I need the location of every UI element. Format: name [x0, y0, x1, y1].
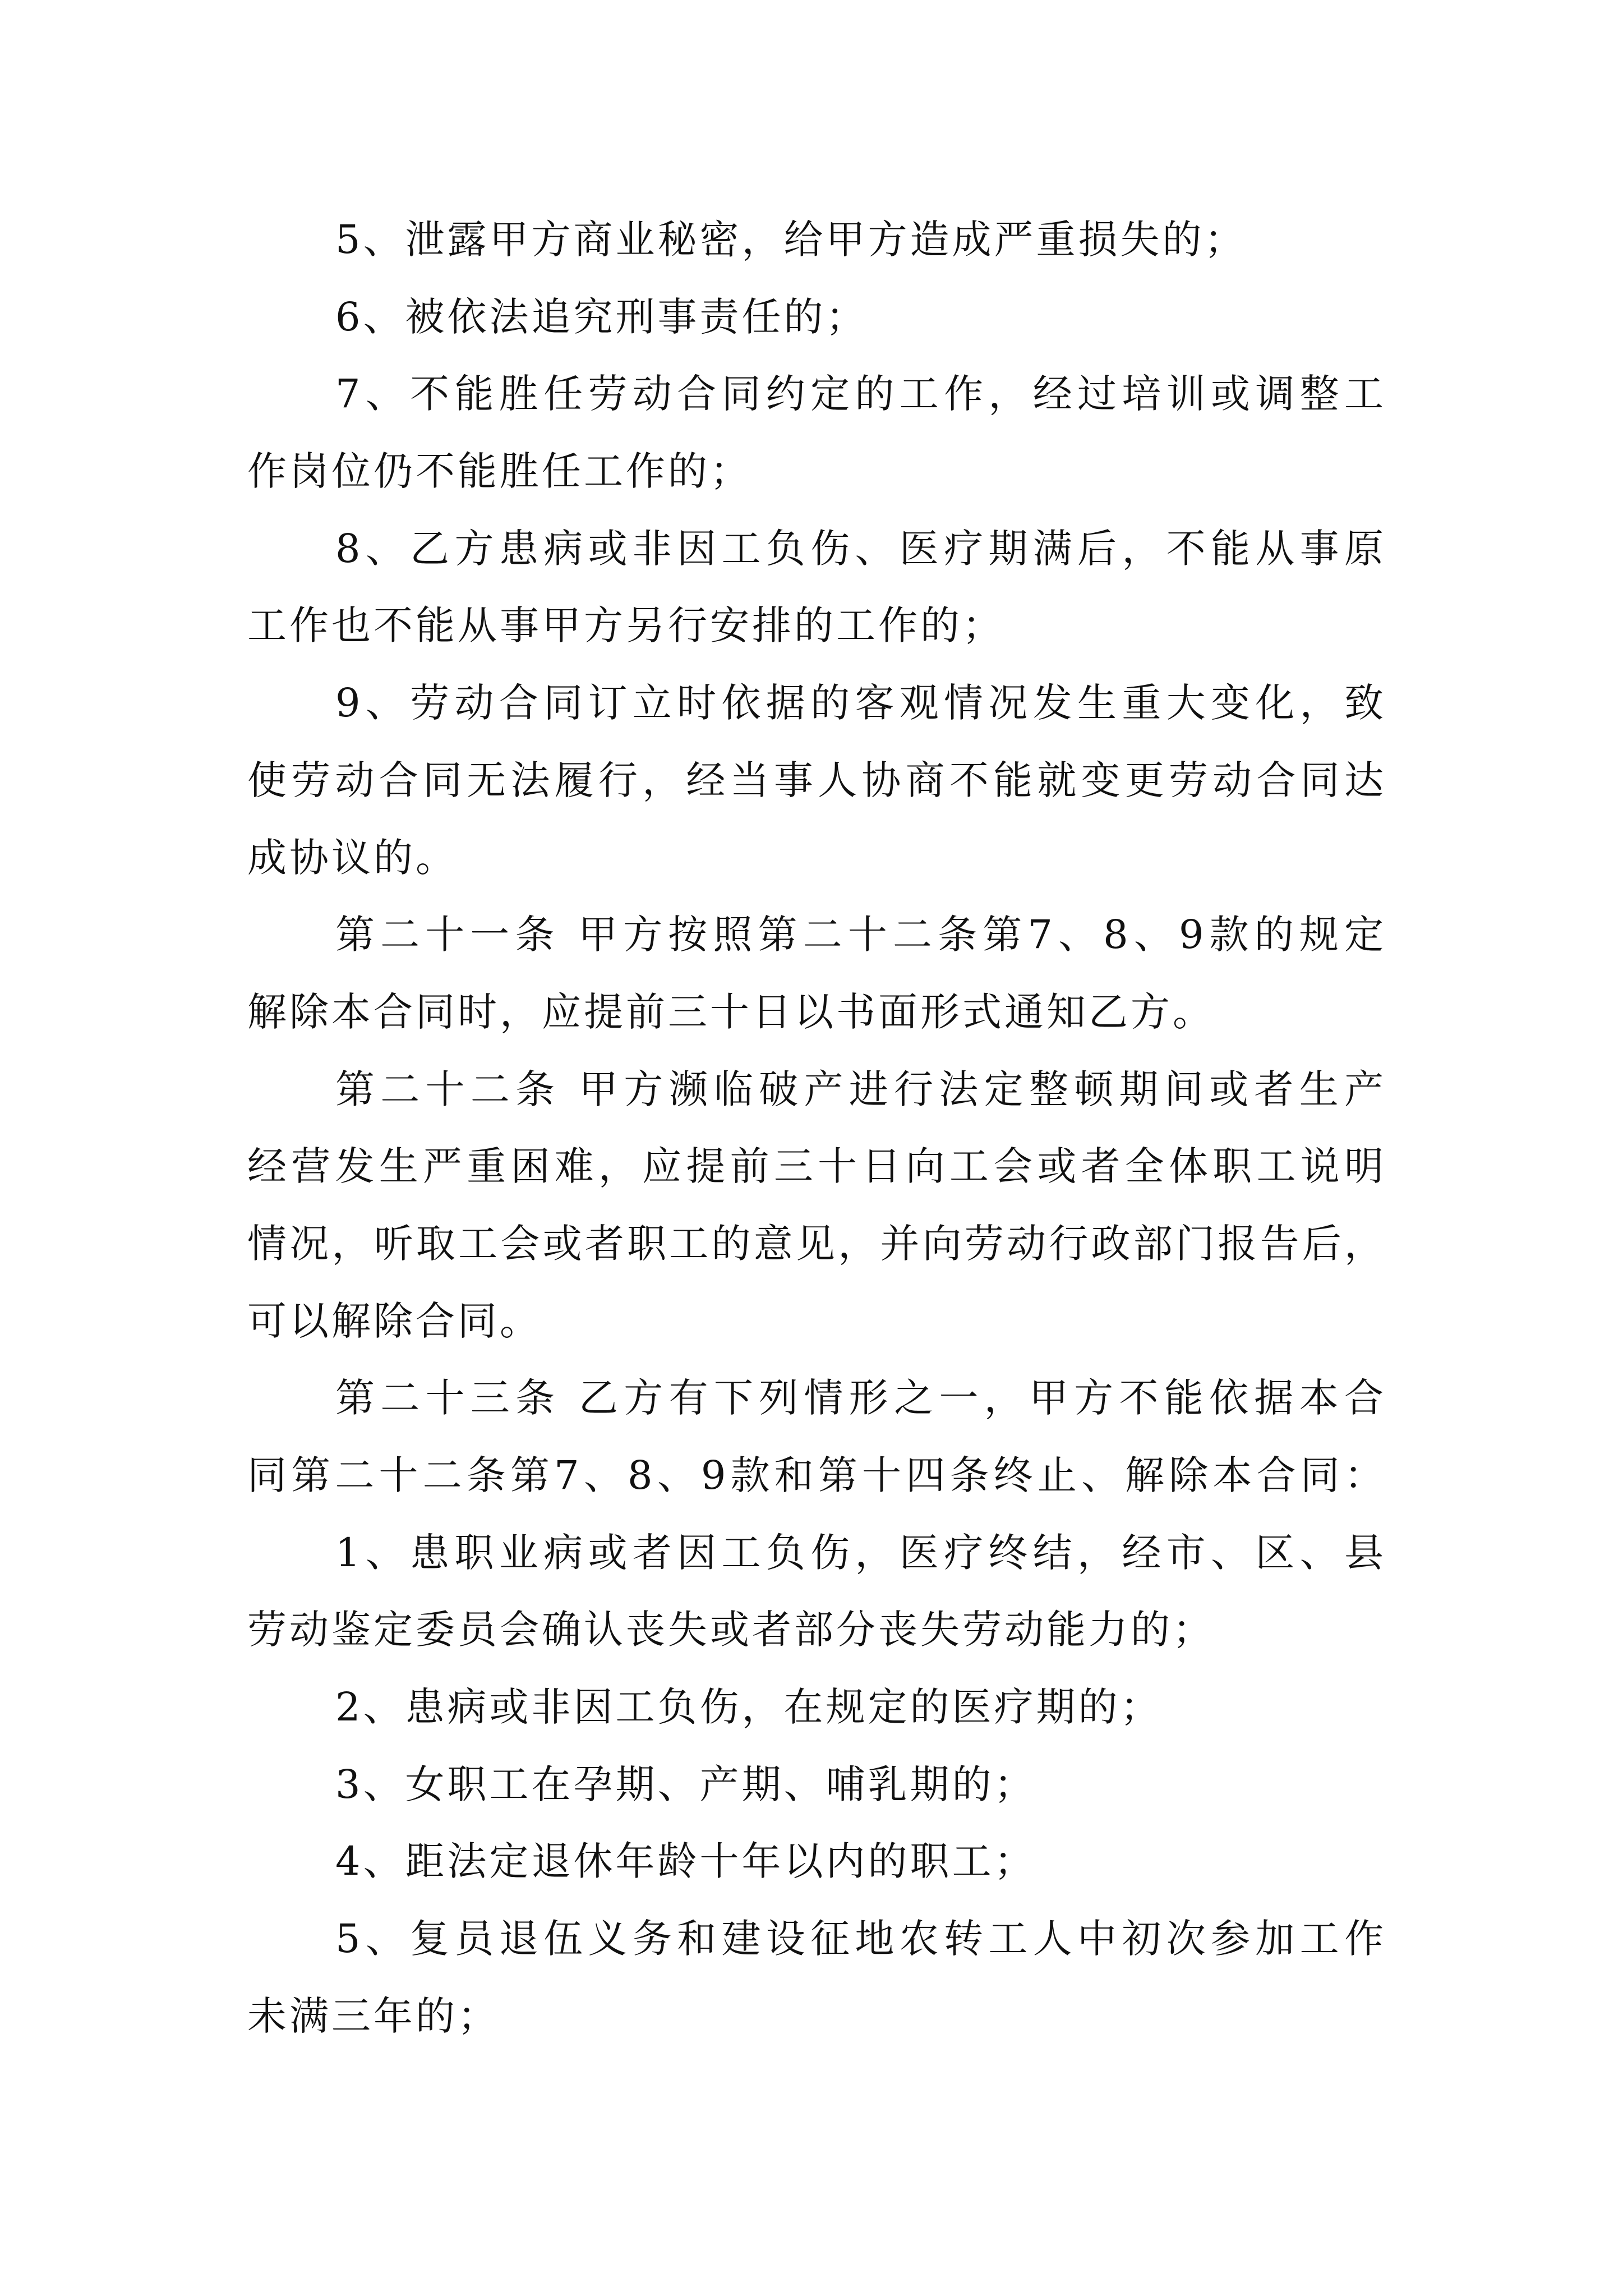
paragraph-line: 6、被依法追究刑事责任的；	[335, 293, 868, 340]
paragraph-line: 5、复员退伍义务和建设征地农转工人中初次参加工作	[335, 1916, 1384, 1962]
paragraph-line: 劳动鉴定委员会确认丧失或者部分丧失劳动能力的；	[247, 1607, 1215, 1653]
paragraph-line: 4、距法定退休年龄十年以内的职工；	[335, 1838, 1036, 1885]
list-item-1	[247, 1515, 1384, 1669]
paragraph-line: 3、女职工在孕期、产期、哺乳期的；	[335, 1761, 1036, 1807]
article-22	[247, 1051, 1384, 1360]
article-21	[247, 896, 1384, 1051]
paragraph-line: 第二十三条 乙方有下列情形之一，甲方不能依据本合	[335, 1375, 1384, 1421]
paragraph-line: 同第二十二条第7、8、9款和第十四条终止、解除本合同：	[247, 1452, 1384, 1498]
list-item-3	[247, 1746, 1384, 1824]
paragraph-line: 工作也不能从事甲方另行安排的工作的；	[247, 602, 1004, 649]
document-body	[247, 201, 1384, 2055]
paragraph-line: 情况，听取工会或者职工的意见，并向劳动行政部门报告后，	[247, 1220, 1384, 1267]
list-item-6	[247, 279, 1384, 356]
article-23	[247, 1360, 1384, 1514]
list-item-8	[247, 510, 1384, 665]
list-item-4	[247, 1823, 1384, 1901]
paragraph-line: 第二十一条 甲方按照第二十二条第7、8、9款的规定	[335, 912, 1384, 958]
paragraph-line: 5、泄露甲方商业秘密，给甲方造成严重损失的；	[335, 217, 1247, 263]
list-item-9	[247, 665, 1384, 896]
paragraph-line: 1、患职业病或者因工负伤，医疗终结，经市、区、县	[335, 1529, 1384, 1576]
paragraph-line: 未满三年的；	[247, 1993, 500, 2039]
paragraph-line: 2、患病或非因工负伤，在规定的医疗期的；	[335, 1684, 1163, 1731]
paragraph-line: 作岗位仍不能胜任工作的；	[247, 448, 752, 495]
list-item-7	[247, 356, 1384, 510]
paragraph-line: 成协议的。	[247, 834, 458, 881]
paragraph-line: 7、不能胜任劳动合同约定的工作，经过培训或调整工	[335, 371, 1384, 417]
list-item-2	[247, 1669, 1384, 1746]
paragraph-line: 8、乙方患病或非因工负伤、医疗期满后，不能从事原	[335, 525, 1384, 572]
paragraph-line: 9、劳动合同订立时依据的客观情况发生重大变化，致	[335, 680, 1384, 726]
paragraph-line: 可以解除合同。	[247, 1297, 542, 1344]
paragraph-line: 使劳动合同无法履行，经当事人协商不能就变更劳动合同达	[247, 757, 1384, 803]
list-item-5	[247, 201, 1384, 279]
paragraph-line: 经营发生严重困难，应提前三十日向工会或者全体职工说明	[247, 1143, 1384, 1190]
paragraph-line: 第二十二条 甲方濒临破产进行法定整顿期间或者生产	[335, 1066, 1384, 1112]
paragraph-line: 解除本合同时，应提前三十日以书面形式通知乙方。	[247, 988, 1215, 1035]
list-item-5-second	[247, 1901, 1384, 2055]
